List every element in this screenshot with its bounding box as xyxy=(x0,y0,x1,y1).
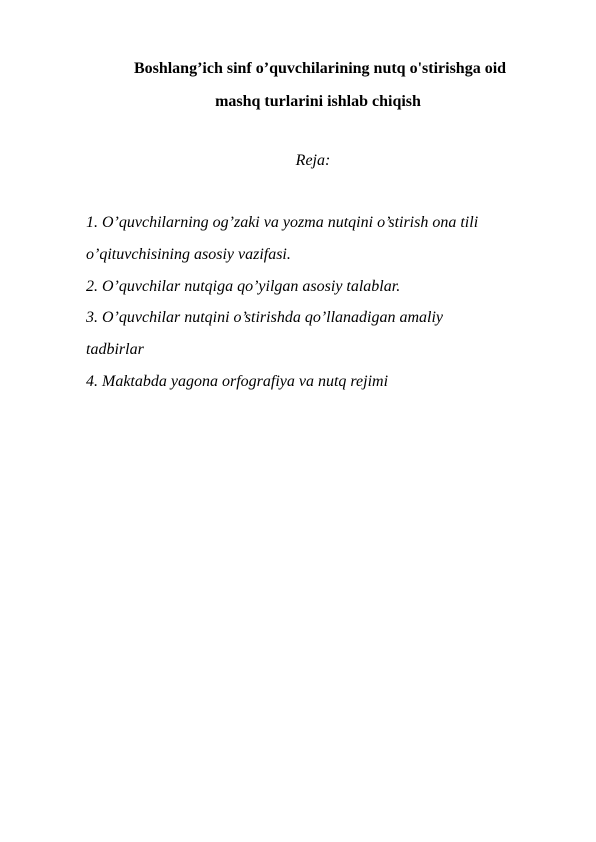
plan-item-3-line-2: tadbirlar xyxy=(86,341,144,358)
plan-heading: Reja: xyxy=(295,152,331,169)
document-title-line-1: Boshlang’ich sinf o’quvchilarining nutq o'stirishga oid xyxy=(133,60,507,77)
document-title-line-2: mashq turlarini ishlab chiqish xyxy=(215,93,421,110)
plan-item-1-line-1: 1. O’quvchilarning og’zaki va yozma nutqini o’stirish ona tili xyxy=(86,214,479,231)
plan-item-4: 4. Maktabda yagona orfografiya va nutq rejimi xyxy=(86,373,389,390)
plan-item-3-line-1: 3. O’quvchilar nutqini o’stirishda qo’llanadigan amaliy xyxy=(86,309,444,326)
plan-item-2: 2. O’quvchilar nutqiga qo’yilgan asosiy talablar. xyxy=(86,278,401,295)
plan-item-1-line-2: o’qituvchisining asosiy vazifasi. xyxy=(86,246,291,263)
